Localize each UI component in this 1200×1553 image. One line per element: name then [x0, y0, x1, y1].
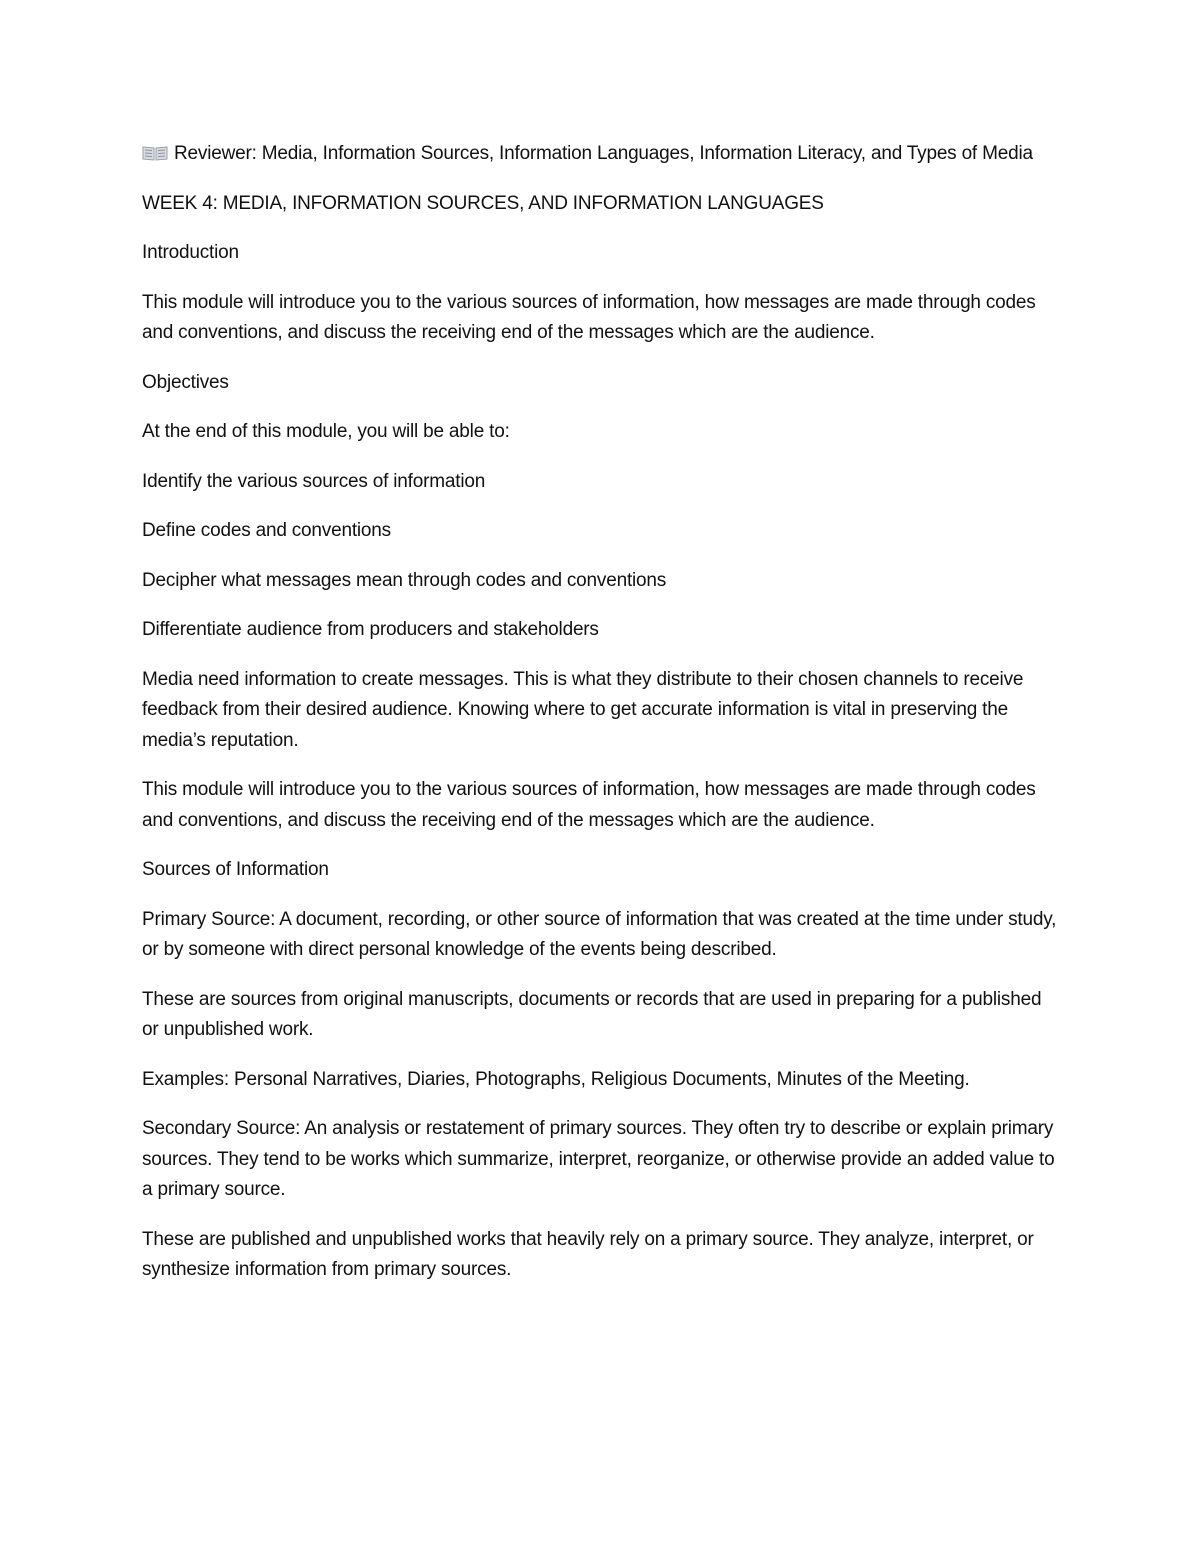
document-title: Reviewer: Media, Information Sources, Information Languages, Information Literacy, and Types of Media — [142, 139, 1057, 170]
primary-source-examples: Examples: Personal Narratives, Diaries, Photographs, Religious Documents, Minutes of the Meeting. — [142, 1068, 970, 1090]
secondary-source-definition: Secondary Source: An analysis or restatement of primary sources. They often try to describe or explain primary sources. They tend to be works which summarize, interpret, reorganize, or otherwise provide an added value to a primary source. — [142, 1118, 1055, 1200]
introduction-paragraph-repeat: This module will introduce you to the various sources of information, how messages are made through codes and conventions, and discuss the receiving end of the messages which are the audience. — [142, 779, 1036, 831]
primary-source-definition: Primary Source: A document, recording, or other source of information that was created at the time under study, or by someone with direct personal knowledge of the events being described. — [142, 908, 1057, 960]
introduction-heading: Introduction — [142, 242, 239, 263]
objectives-heading: Objectives — [142, 371, 229, 393]
objective-item: Identify the various sources of information — [142, 470, 486, 492]
objectives-lead: At the end of this module, you will be able to: — [142, 421, 510, 442]
open-book-icon — [142, 141, 168, 157]
sources-heading: Sources of Information — [142, 859, 329, 880]
document-page — [142, 139, 1057, 1305]
media-paragraph: Media need information to create messages. This is what they distribute to their chosen channels to receive feedback from their desired audience. Knowing where to get accurate information is vital in preserving the media’s reputation. — [142, 668, 1024, 751]
introduction-paragraph: This module will introduce you to the various sources of information, how messages are made through codes and conventions, and discuss the receiving end of the messages which are the audience. — [142, 291, 1036, 343]
secondary-source-detail: These are published and unpublished works that heavily rely on a primary source. They analyze, interpret, or synthesize information from primary sources. — [142, 1228, 1034, 1280]
week-heading: WEEK 4: MEDIA, INFORMATION SOURCES, AND INFORMATION LANGUAGES — [142, 192, 824, 214]
objective-item: Differentiate audience from producers and stakeholders — [142, 619, 599, 640]
objective-item: Decipher what messages mean through codes and conventions — [142, 569, 667, 591]
primary-source-detail: These are sources from original manuscripts, documents or records that are used in preparing for a published or unpublished work. — [142, 988, 1042, 1040]
objective-item: Define codes and conventions — [142, 520, 391, 541]
